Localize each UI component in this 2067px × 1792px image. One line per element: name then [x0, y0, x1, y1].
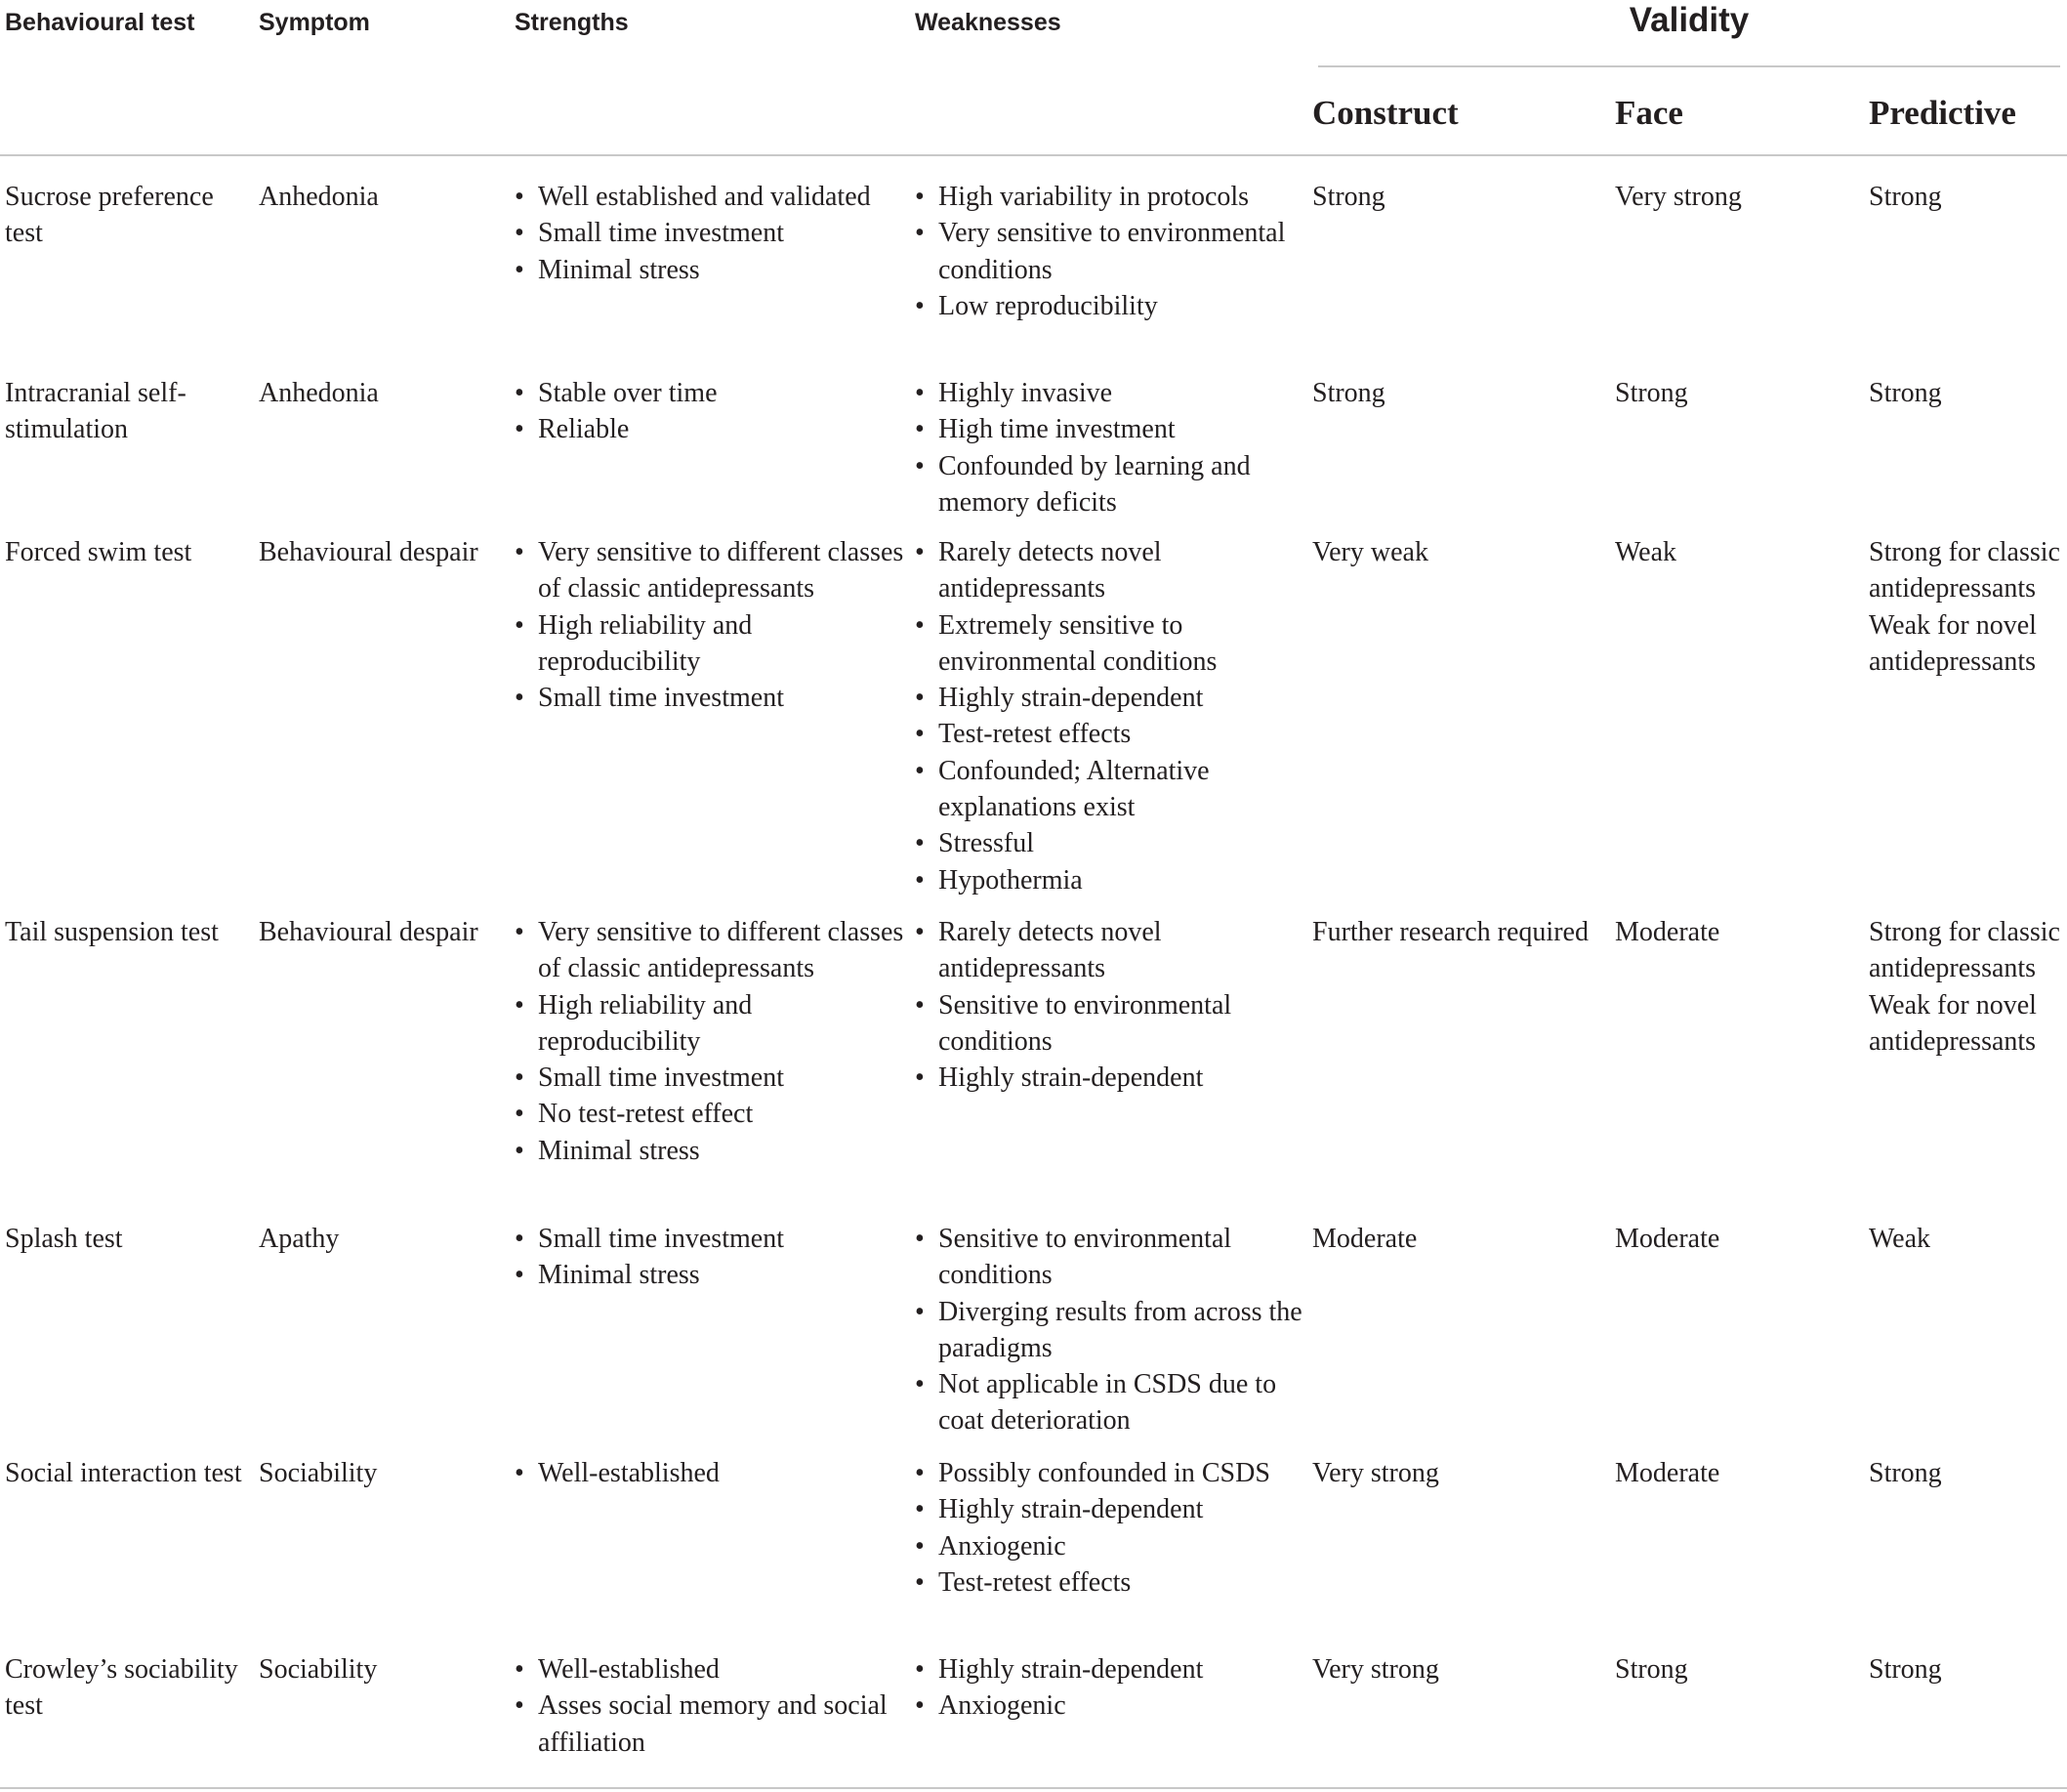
cell-strengths-list [515, 179, 905, 288]
list-item: • Minimal stress [515, 252, 905, 288]
validity-divider [1318, 65, 2060, 67]
cell-strengths-list [515, 914, 905, 1169]
cell-strengths-list [515, 375, 905, 448]
header-face: Face [1615, 94, 1683, 132]
cell-construct: Very strong [1312, 1654, 1439, 1685]
list-item: • Asses social memory and social affiliation [515, 1688, 905, 1761]
cell-weaknesses [915, 1651, 1305, 1725]
list-item: • Highly invasive [915, 375, 1305, 411]
cell-face: Strong [1615, 1654, 1688, 1685]
header-construct: Construct [1312, 94, 1459, 132]
list-item: • Well-established [515, 1455, 905, 1491]
cell-strengths [515, 914, 905, 1169]
cell-strengths [515, 375, 905, 448]
cell-strengths-list [515, 1221, 905, 1294]
list-item: • Not applicable in CSDS due to coat deterioration [915, 1366, 1305, 1439]
list-item: • Sensitive to environmental conditions [915, 987, 1305, 1061]
cell-construct: Further research required [1312, 917, 1589, 947]
list-item: • Rarely detects novel antidepressants [915, 534, 1305, 607]
cell-weaknesses [915, 1221, 1305, 1439]
cell-behavioural-test: Intracranial self-stimulation [5, 378, 186, 445]
list-item: • High time investment [915, 411, 1305, 447]
cell-strengths-list [515, 534, 905, 716]
cell-symptom: Sociability [259, 1654, 378, 1685]
cell-symptom: Behavioural despair [259, 537, 478, 567]
list-item: • Extremely sensitive to environmental conditions [915, 607, 1305, 681]
cell-strengths-list [515, 1455, 905, 1491]
list-item: • Minimal stress [515, 1257, 905, 1293]
cell-predictive: Strong for classic antidepressants Weak for novel antidepressants [1869, 917, 2060, 1057]
cell-behavioural-test: Tail suspension test [5, 917, 219, 947]
cell-symptom: Anhedonia [259, 182, 379, 212]
list-item: • Small time investment [515, 680, 905, 716]
header-bottom-rule [0, 154, 2067, 156]
cell-construct: Very strong [1312, 1458, 1439, 1488]
list-item: • Well-established [515, 1651, 905, 1688]
list-item: • Small time investment [515, 1060, 905, 1096]
cell-weaknesses [915, 914, 1305, 1096]
cell-weaknesses-list [915, 914, 1305, 1096]
list-item: • Small time investment [515, 215, 905, 251]
header-validity: Validity [1629, 1, 1750, 39]
list-item: • Low reproducibility [915, 288, 1305, 324]
list-item: • Small time investment [515, 1221, 905, 1257]
cell-symptom: Sociability [259, 1458, 378, 1488]
list-item: • Very sensitive to different classes of classic antidepressants [515, 914, 905, 987]
list-item: • Anxiogenic [915, 1688, 1305, 1724]
cell-construct: Strong [1312, 378, 1385, 408]
header-strengths: Strengths [515, 9, 629, 36]
cell-predictive: Strong [1869, 1654, 1942, 1685]
list-item: • High reliability and reproducibility [515, 607, 905, 681]
cell-weaknesses [915, 534, 1305, 898]
list-item: • Very sensitive to environmental conditions [915, 215, 1305, 288]
table-row [0, 914, 2067, 1217]
list-item: • Sensitive to environmental conditions [915, 1221, 1305, 1294]
cell-predictive: Weak [1869, 1224, 1931, 1254]
cell-weaknesses-list [915, 375, 1305, 521]
list-item: • Confounded; Alternative explanations exist [915, 753, 1305, 826]
list-item: • Anxiogenic [915, 1528, 1305, 1564]
cell-face: Moderate [1615, 1224, 1720, 1254]
cell-behavioural-test: Splash test [5, 1224, 123, 1254]
list-item: • No test-retest effect [515, 1096, 905, 1132]
cell-strengths [515, 534, 905, 716]
list-item: • Possibly confounded in CSDS [915, 1455, 1305, 1491]
cell-weaknesses-list [915, 1651, 1305, 1725]
list-item: • Test-retest effects [915, 1564, 1305, 1601]
cell-strengths [515, 179, 905, 288]
cell-strengths-list [515, 1651, 905, 1761]
cell-weaknesses [915, 375, 1305, 521]
cell-symptom: Anhedonia [259, 378, 379, 408]
list-item: • Highly strain-dependent [915, 680, 1305, 716]
cell-weaknesses [915, 179, 1305, 324]
cell-behavioural-test: Forced swim test [5, 537, 192, 567]
cell-construct: Very weak [1312, 537, 1428, 567]
cell-behavioural-test: Crowley’s sociability test [5, 1654, 238, 1722]
header-weaknesses: Weaknesses [915, 9, 1061, 36]
list-item: • Highly strain-dependent [915, 1491, 1305, 1527]
list-item: • Well established and validated [515, 179, 905, 215]
cell-predictive: Strong [1869, 182, 1942, 212]
cell-weaknesses [915, 1455, 1305, 1601]
table-row [0, 1651, 2067, 1769]
table-row [0, 1221, 2067, 1450]
list-item: • Minimal stress [515, 1133, 905, 1169]
table-row [0, 534, 2067, 905]
list-item: • Rarely detects novel antidepressants [915, 914, 1305, 987]
cell-face: Very strong [1615, 182, 1742, 212]
table-header [0, 0, 2067, 156]
table-bottom-rule [0, 1787, 2067, 1789]
table-row [0, 1455, 2067, 1646]
cell-weaknesses-list [915, 179, 1305, 324]
list-item: • Test-retest effects [915, 716, 1305, 752]
list-item: • Hypothermia [915, 862, 1305, 898]
cell-predictive: Strong [1869, 378, 1942, 408]
list-item: • Diverging results from across the paradigms [915, 1294, 1305, 1367]
cell-behavioural-test: Social interaction test [5, 1458, 242, 1488]
list-item: • Highly strain-dependent [915, 1060, 1305, 1096]
header-symptom: Symptom [259, 9, 370, 36]
cell-construct: Moderate [1312, 1224, 1418, 1254]
cell-strengths [515, 1455, 905, 1491]
list-item: • Highly strain-dependent [915, 1651, 1305, 1688]
cell-face: Moderate [1615, 917, 1720, 947]
list-item: • High variability in protocols [915, 179, 1305, 215]
list-item: • High reliability and reproducibility [515, 987, 905, 1061]
cell-symptom: Behavioural despair [259, 917, 478, 947]
table-row [0, 375, 2067, 521]
list-item: • Very sensitive to different classes of classic antidepressants [515, 534, 905, 607]
table-row [0, 179, 2067, 364]
cell-face: Strong [1615, 378, 1688, 408]
cell-strengths [515, 1221, 905, 1294]
list-item: • Stable over time [515, 375, 905, 411]
cell-predictive: Strong [1869, 1458, 1942, 1488]
list-item: • Reliable [515, 411, 905, 447]
cell-strengths [515, 1651, 905, 1761]
cell-face: Weak [1615, 537, 1677, 567]
header-behavioural-test: Behavioural test [5, 9, 195, 36]
cell-weaknesses-list [915, 534, 1305, 898]
cell-predictive: Strong for classic antidepressants Weak for novel antidepressants [1869, 537, 2060, 677]
cell-symptom: Apathy [259, 1224, 340, 1254]
list-item: • Confounded by learning and memory deficits [915, 448, 1305, 521]
cell-construct: Strong [1312, 182, 1385, 212]
header-predictive: Predictive [1869, 94, 2016, 132]
list-item: • Stressful [915, 825, 1305, 861]
cell-weaknesses-list [915, 1221, 1305, 1439]
cell-face: Moderate [1615, 1458, 1720, 1488]
cell-weaknesses-list [915, 1455, 1305, 1601]
cell-behavioural-test: Sucrose preference test [5, 182, 214, 249]
